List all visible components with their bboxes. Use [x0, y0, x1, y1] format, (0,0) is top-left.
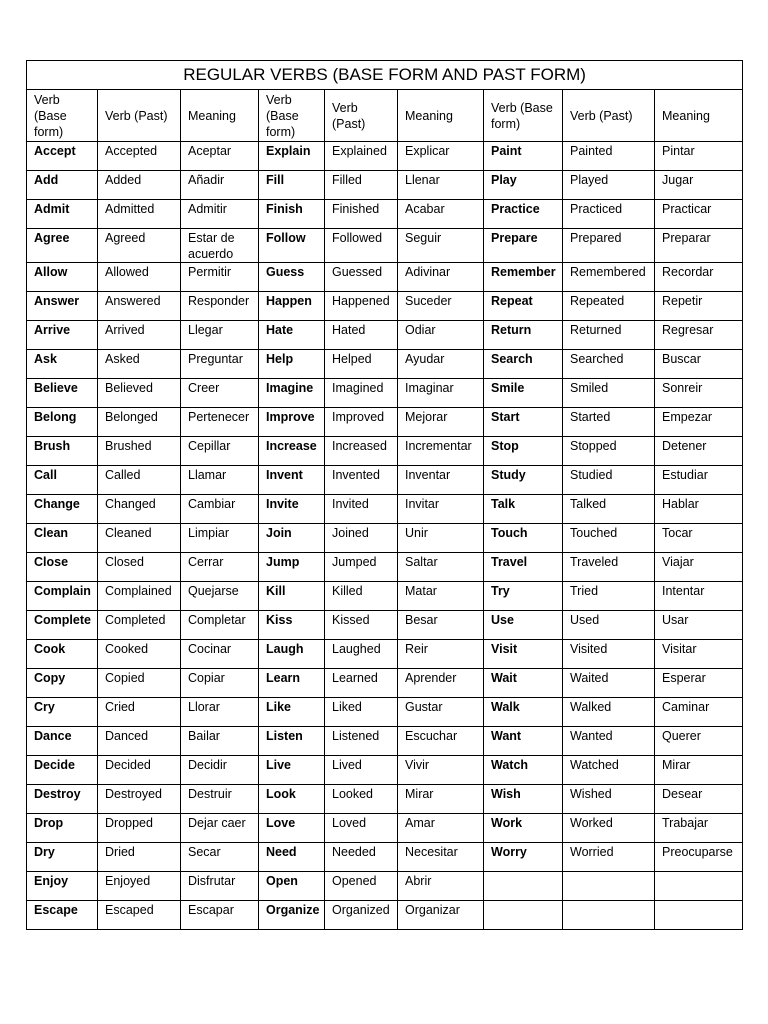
- verb-past-cell: Enjoyed: [98, 872, 181, 901]
- table-row: [27, 321, 743, 350]
- verb-past-cell: Complained: [98, 582, 181, 611]
- verb-meaning-cell: Trabajar: [655, 814, 743, 843]
- verb-past-cell: Completed: [98, 611, 181, 640]
- verb-past-cell: Decided: [98, 756, 181, 785]
- verb-meaning-cell: Secar: [181, 843, 259, 872]
- verb-past-cell: Loved: [325, 814, 398, 843]
- verb-meaning-cell: Cerrar: [181, 553, 259, 582]
- table-row: [27, 466, 743, 495]
- verb-base-cell: Remember: [484, 263, 563, 292]
- verb-base-cell: Add: [27, 171, 98, 200]
- verb-meaning-cell: Adivinar: [398, 263, 484, 292]
- table-row: [27, 669, 743, 698]
- verb-base-cell: Dance: [27, 727, 98, 756]
- verb-base-cell: Talk: [484, 495, 563, 524]
- verb-past-cell: Learned: [325, 669, 398, 698]
- verb-meaning-cell: Repetir: [655, 292, 743, 321]
- verb-base-cell: Kill: [259, 582, 325, 611]
- verb-past-cell: Allowed: [98, 263, 181, 292]
- verb-meaning-cell: Practicar: [655, 200, 743, 229]
- verb-meaning-cell: Cepillar: [181, 437, 259, 466]
- verb-base-cell: Study: [484, 466, 563, 495]
- verb-base-cell: Help: [259, 350, 325, 379]
- verb-past-cell: Wanted: [563, 727, 655, 756]
- table-row: [27, 379, 743, 408]
- verb-past-cell: Asked: [98, 350, 181, 379]
- verb-base-cell: Listen: [259, 727, 325, 756]
- verb-base-cell: Wait: [484, 669, 563, 698]
- verb-past-cell: Filled: [325, 171, 398, 200]
- verb-base-cell: Improve: [259, 408, 325, 437]
- verb-base-cell: Brush: [27, 437, 98, 466]
- verb-base-cell: Accept: [27, 142, 98, 171]
- verb-past-cell: Cried: [98, 698, 181, 727]
- verb-past-cell: Explained: [325, 142, 398, 171]
- verb-base-cell: Walk: [484, 698, 563, 727]
- table-row: [27, 901, 743, 930]
- table-row: [27, 437, 743, 466]
- verb-base-cell: Kiss: [259, 611, 325, 640]
- verb-past-cell: Studied: [563, 466, 655, 495]
- verb-meaning-cell: Odiar: [398, 321, 484, 350]
- verb-meaning-cell: Necesitar: [398, 843, 484, 872]
- verb-base-cell: Work: [484, 814, 563, 843]
- verb-base-cell: Close: [27, 553, 98, 582]
- verb-past-cell: Needed: [325, 843, 398, 872]
- verb-meaning-cell: Escuchar: [398, 727, 484, 756]
- verb-past-cell: Killed: [325, 582, 398, 611]
- verb-base-cell: Stop: [484, 437, 563, 466]
- verb-past-cell: Changed: [98, 495, 181, 524]
- verb-past-cell: Dropped: [98, 814, 181, 843]
- verb-past-cell: Cleaned: [98, 524, 181, 553]
- verb-base-cell: Happen: [259, 292, 325, 321]
- verb-past-cell: Lived: [325, 756, 398, 785]
- table-row: [27, 229, 743, 263]
- verb-past-cell: Painted: [563, 142, 655, 171]
- verb-base-cell: [484, 901, 563, 930]
- verb-meaning-cell: Hablar: [655, 495, 743, 524]
- column-header-past: Verb (Past): [563, 90, 655, 142]
- verb-past-cell: Imagined: [325, 379, 398, 408]
- verb-past-cell: Hated: [325, 321, 398, 350]
- verb-meaning-cell: Escapar: [181, 901, 259, 930]
- verb-base-cell: Love: [259, 814, 325, 843]
- verb-past-cell: Admitted: [98, 200, 181, 229]
- table-row: [27, 292, 743, 321]
- verb-meaning-cell: Cambiar: [181, 495, 259, 524]
- verb-meaning-cell: Ayudar: [398, 350, 484, 379]
- table-row: [27, 263, 743, 292]
- table-row: [27, 611, 743, 640]
- verb-base-cell: Join: [259, 524, 325, 553]
- regular-verbs-table: [26, 60, 743, 930]
- table-row: [27, 200, 743, 229]
- verb-meaning-cell: Pertenecer: [181, 408, 259, 437]
- verb-meaning-cell: Besar: [398, 611, 484, 640]
- verb-meaning-cell: Aceptar: [181, 142, 259, 171]
- verb-past-cell: Invented: [325, 466, 398, 495]
- verb-base-cell: Touch: [484, 524, 563, 553]
- verb-meaning-cell: Invitar: [398, 495, 484, 524]
- verb-past-cell: Belonged: [98, 408, 181, 437]
- verb-base-cell: Look: [259, 785, 325, 814]
- verb-past-cell: Practiced: [563, 200, 655, 229]
- verb-meaning-cell: Añadir: [181, 171, 259, 200]
- verb-past-cell: Called: [98, 466, 181, 495]
- column-header-base: Verb (Base form): [27, 90, 98, 142]
- verb-past-cell: Added: [98, 171, 181, 200]
- verb-past-cell: Closed: [98, 553, 181, 582]
- table-row: [27, 843, 743, 872]
- verb-past-cell: Worried: [563, 843, 655, 872]
- verb-meaning-cell: Llegar: [181, 321, 259, 350]
- verb-meaning-cell: Desear: [655, 785, 743, 814]
- verb-past-cell: Guessed: [325, 263, 398, 292]
- verb-meaning-cell: Abrir: [398, 872, 484, 901]
- verb-meaning-cell: Reir: [398, 640, 484, 669]
- verb-past-cell: Prepared: [563, 229, 655, 263]
- verb-meaning-cell: Vivir: [398, 756, 484, 785]
- verb-base-cell: Explain: [259, 142, 325, 171]
- verb-base-cell: Practice: [484, 200, 563, 229]
- verb-meaning-cell: Viajar: [655, 553, 743, 582]
- verb-meaning-cell: Mejorar: [398, 408, 484, 437]
- verb-base-cell: Like: [259, 698, 325, 727]
- table-row: [27, 408, 743, 437]
- verb-base-cell: Follow: [259, 229, 325, 263]
- verb-meaning-cell: Caminar: [655, 698, 743, 727]
- verb-past-cell: Smiled: [563, 379, 655, 408]
- verb-meaning-cell: Unir: [398, 524, 484, 553]
- verb-base-cell: Call: [27, 466, 98, 495]
- verb-base-cell: Increase: [259, 437, 325, 466]
- verb-meaning-cell: Detener: [655, 437, 743, 466]
- verb-past-cell: Repeated: [563, 292, 655, 321]
- verb-base-cell: Invite: [259, 495, 325, 524]
- verb-base-cell: Return: [484, 321, 563, 350]
- verb-meaning-cell: Bailar: [181, 727, 259, 756]
- verb-past-cell: Brushed: [98, 437, 181, 466]
- verb-past-cell: Invited: [325, 495, 398, 524]
- table-title: REGULAR VERBS (BASE FORM AND PAST FORM): [27, 61, 743, 90]
- verb-base-cell: Dry: [27, 843, 98, 872]
- verb-base-cell: Believe: [27, 379, 98, 408]
- verb-meaning-cell: Imaginar: [398, 379, 484, 408]
- table-row: [27, 171, 743, 200]
- verb-meaning-cell: Llamar: [181, 466, 259, 495]
- verb-meaning-cell: Amar: [398, 814, 484, 843]
- table-row: [27, 872, 743, 901]
- verb-meaning-cell: Visitar: [655, 640, 743, 669]
- verb-base-cell: Paint: [484, 142, 563, 171]
- verb-meaning-cell: Pintar: [655, 142, 743, 171]
- column-header-past: Verb (Past): [98, 90, 181, 142]
- verb-base-cell: Allow: [27, 263, 98, 292]
- verb-past-cell: Finished: [325, 200, 398, 229]
- verb-past-cell: Talked: [563, 495, 655, 524]
- verb-meaning-cell: Sonreir: [655, 379, 743, 408]
- verb-meaning-cell: Regresar: [655, 321, 743, 350]
- header-row: [27, 90, 743, 142]
- verb-past-cell: Used: [563, 611, 655, 640]
- verb-base-cell: Complete: [27, 611, 98, 640]
- table-row: [27, 727, 743, 756]
- verb-base-cell: Cook: [27, 640, 98, 669]
- verb-base-cell: Learn: [259, 669, 325, 698]
- verb-base-cell: Live: [259, 756, 325, 785]
- verb-base-cell: Open: [259, 872, 325, 901]
- verb-base-cell: Cry: [27, 698, 98, 727]
- verb-past-cell: Traveled: [563, 553, 655, 582]
- verb-base-cell: Hate: [259, 321, 325, 350]
- column-header-meaning: Meaning: [181, 90, 259, 142]
- verb-meaning-cell: Tocar: [655, 524, 743, 553]
- verb-base-cell: Invent: [259, 466, 325, 495]
- verb-base-cell: Belong: [27, 408, 98, 437]
- verb-meaning-cell: Jugar: [655, 171, 743, 200]
- verb-base-cell: Fill: [259, 171, 325, 200]
- verb-past-cell: Organized: [325, 901, 398, 930]
- verb-past-cell: Wished: [563, 785, 655, 814]
- verb-base-cell: Arrive: [27, 321, 98, 350]
- verb-base-cell: Repeat: [484, 292, 563, 321]
- verb-base-cell: Clean: [27, 524, 98, 553]
- verb-meaning-cell: Usar: [655, 611, 743, 640]
- verb-meaning-cell: Estudiar: [655, 466, 743, 495]
- verb-base-cell: Travel: [484, 553, 563, 582]
- verb-base-cell: Decide: [27, 756, 98, 785]
- verb-meaning-cell: Aprender: [398, 669, 484, 698]
- verb-past-cell: Increased: [325, 437, 398, 466]
- verb-past-cell: Copied: [98, 669, 181, 698]
- verb-meaning-cell: Gustar: [398, 698, 484, 727]
- verb-past-cell: Kissed: [325, 611, 398, 640]
- verb-meaning-cell: Seguir: [398, 229, 484, 263]
- verb-past-cell: Happened: [325, 292, 398, 321]
- verb-meaning-cell: Querer: [655, 727, 743, 756]
- verb-past-cell: Accepted: [98, 142, 181, 171]
- verb-base-cell: Ask: [27, 350, 98, 379]
- verb-past-cell: [563, 901, 655, 930]
- verb-meaning-cell: Esperar: [655, 669, 743, 698]
- verb-meaning-cell: Cocinar: [181, 640, 259, 669]
- verb-meaning-cell: Creer: [181, 379, 259, 408]
- verb-past-cell: Believed: [98, 379, 181, 408]
- table-row: [27, 524, 743, 553]
- verb-base-cell: Answer: [27, 292, 98, 321]
- verb-base-cell: Laugh: [259, 640, 325, 669]
- verb-meaning-cell: Copiar: [181, 669, 259, 698]
- verb-meaning-cell: Mirar: [398, 785, 484, 814]
- verb-past-cell: Agreed: [98, 229, 181, 263]
- verb-past-cell: Walked: [563, 698, 655, 727]
- verb-base-cell: Use: [484, 611, 563, 640]
- verb-meaning-cell: Destruir: [181, 785, 259, 814]
- verb-base-cell: Need: [259, 843, 325, 872]
- column-header-base: Verb (Base form): [259, 90, 325, 142]
- verb-base-cell: Watch: [484, 756, 563, 785]
- verb-base-cell: Jump: [259, 553, 325, 582]
- verb-base-cell: Destroy: [27, 785, 98, 814]
- verb-past-cell: Danced: [98, 727, 181, 756]
- table-row: [27, 582, 743, 611]
- verb-meaning-cell: Limpiar: [181, 524, 259, 553]
- verb-past-cell: Helped: [325, 350, 398, 379]
- verb-meaning-cell: Permitir: [181, 263, 259, 292]
- verb-past-cell: Escaped: [98, 901, 181, 930]
- column-header-meaning: Meaning: [398, 90, 484, 142]
- verb-past-cell: Tried: [563, 582, 655, 611]
- verb-meaning-cell: Preocuparse: [655, 843, 743, 872]
- verb-base-cell: Copy: [27, 669, 98, 698]
- verb-past-cell: Watched: [563, 756, 655, 785]
- verb-base-cell: Visit: [484, 640, 563, 669]
- table-row: [27, 698, 743, 727]
- verb-meaning-cell: Incrementar: [398, 437, 484, 466]
- verb-past-cell: Liked: [325, 698, 398, 727]
- table-row: [27, 814, 743, 843]
- verb-base-cell: Organize: [259, 901, 325, 930]
- verb-past-cell: Visited: [563, 640, 655, 669]
- verb-base-cell: Guess: [259, 263, 325, 292]
- verb-meaning-cell: Inventar: [398, 466, 484, 495]
- verb-base-cell: [484, 872, 563, 901]
- verb-past-cell: Cooked: [98, 640, 181, 669]
- verb-meaning-cell: Empezar: [655, 408, 743, 437]
- verb-base-cell: Prepare: [484, 229, 563, 263]
- verb-meaning-cell: Llorar: [181, 698, 259, 727]
- verb-past-cell: Answered: [98, 292, 181, 321]
- verb-meaning-cell: Quejarse: [181, 582, 259, 611]
- verb-past-cell: Stopped: [563, 437, 655, 466]
- verb-past-cell: Dried: [98, 843, 181, 872]
- verb-past-cell: Laughed: [325, 640, 398, 669]
- verb-past-cell: Followed: [325, 229, 398, 263]
- verb-past-cell: Joined: [325, 524, 398, 553]
- verb-base-cell: Search: [484, 350, 563, 379]
- verb-past-cell: Remembered: [563, 263, 655, 292]
- verb-base-cell: Agree: [27, 229, 98, 263]
- column-header-base: Verb (Base form): [484, 90, 563, 142]
- verb-past-cell: Arrived: [98, 321, 181, 350]
- verb-base-cell: Enjoy: [27, 872, 98, 901]
- verb-base-cell: Try: [484, 582, 563, 611]
- verb-past-cell: Started: [563, 408, 655, 437]
- table-row: [27, 495, 743, 524]
- verb-base-cell: Want: [484, 727, 563, 756]
- verb-past-cell: Searched: [563, 350, 655, 379]
- table-row: [27, 350, 743, 379]
- verb-base-cell: Worry: [484, 843, 563, 872]
- verb-past-cell: Worked: [563, 814, 655, 843]
- verb-meaning-cell: Suceder: [398, 292, 484, 321]
- verb-meaning-cell: [655, 872, 743, 901]
- verb-meaning-cell: Responder: [181, 292, 259, 321]
- verb-base-cell: Drop: [27, 814, 98, 843]
- verb-meaning-cell: Decidir: [181, 756, 259, 785]
- verb-past-cell: Returned: [563, 321, 655, 350]
- table-row: [27, 785, 743, 814]
- verb-meaning-cell: Estar de acuerdo: [181, 229, 259, 263]
- verb-past-cell: Listened: [325, 727, 398, 756]
- verb-meaning-cell: Dejar caer: [181, 814, 259, 843]
- verb-base-cell: Escape: [27, 901, 98, 930]
- verb-meaning-cell: Acabar: [398, 200, 484, 229]
- verb-meaning-cell: Recordar: [655, 263, 743, 292]
- verb-past-cell: Played: [563, 171, 655, 200]
- verb-base-cell: Complain: [27, 582, 98, 611]
- verb-meaning-cell: Matar: [398, 582, 484, 611]
- verb-base-cell: Imagine: [259, 379, 325, 408]
- table-row: [27, 756, 743, 785]
- table-row: [27, 640, 743, 669]
- verb-base-cell: Wish: [484, 785, 563, 814]
- verb-meaning-cell: Completar: [181, 611, 259, 640]
- verb-past-cell: Touched: [563, 524, 655, 553]
- verb-meaning-cell: Explicar: [398, 142, 484, 171]
- verb-base-cell: Admit: [27, 200, 98, 229]
- verb-base-cell: Play: [484, 171, 563, 200]
- column-header-meaning: Meaning: [655, 90, 743, 142]
- column-header-past: Verb (Past): [325, 90, 398, 142]
- verb-meaning-cell: Preguntar: [181, 350, 259, 379]
- verb-meaning-cell: Mirar: [655, 756, 743, 785]
- verb-past-cell: Looked: [325, 785, 398, 814]
- verb-base-cell: Change: [27, 495, 98, 524]
- verb-base-cell: Start: [484, 408, 563, 437]
- table-row: [27, 142, 743, 171]
- verb-meaning-cell: [655, 901, 743, 930]
- verb-meaning-cell: Admitir: [181, 200, 259, 229]
- table-row: [27, 553, 743, 582]
- verb-base-cell: Finish: [259, 200, 325, 229]
- verb-meaning-cell: Saltar: [398, 553, 484, 582]
- verb-past-cell: Opened: [325, 872, 398, 901]
- verb-meaning-cell: Disfrutar: [181, 872, 259, 901]
- verb-base-cell: Smile: [484, 379, 563, 408]
- verb-meaning-cell: Buscar: [655, 350, 743, 379]
- verb-past-cell: [563, 872, 655, 901]
- verb-meaning-cell: Preparar: [655, 229, 743, 263]
- verb-meaning-cell: Intentar: [655, 582, 743, 611]
- verb-past-cell: Improved: [325, 408, 398, 437]
- verb-meaning-cell: Llenar: [398, 171, 484, 200]
- verb-past-cell: Waited: [563, 669, 655, 698]
- verb-meaning-cell: Organizar: [398, 901, 484, 930]
- verb-past-cell: Destroyed: [98, 785, 181, 814]
- verb-past-cell: Jumped: [325, 553, 398, 582]
